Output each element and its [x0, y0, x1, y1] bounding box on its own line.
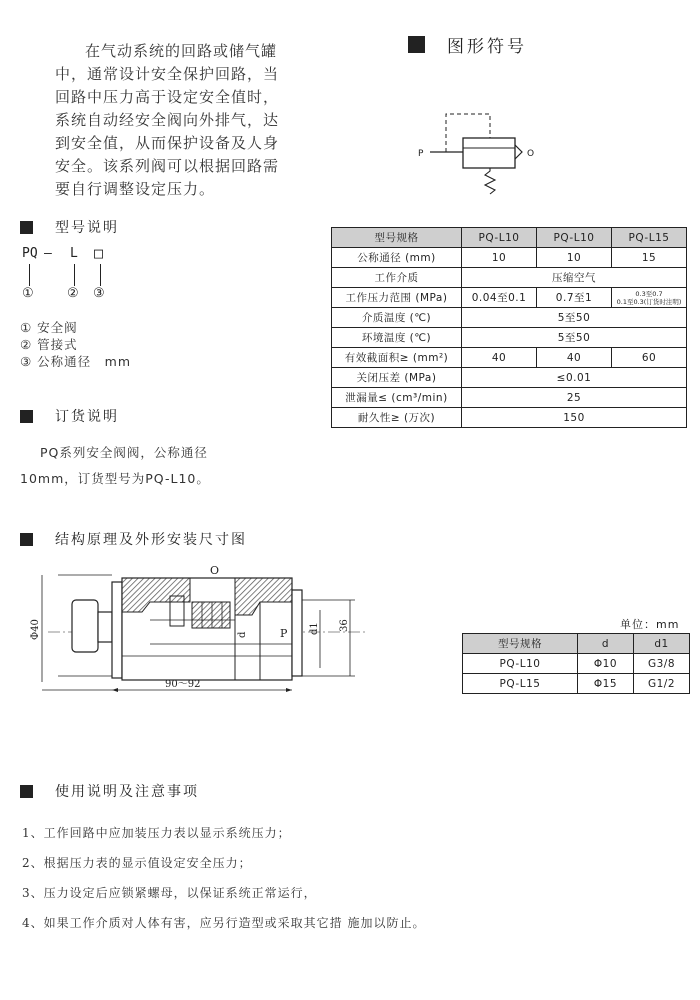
code-leader [74, 264, 75, 286]
cell-value: Φ15 [578, 674, 634, 694]
table-row [463, 654, 690, 674]
cell-value: 15 [612, 248, 687, 268]
order-title: 订货说明 [55, 409, 119, 425]
intro-line: 安全。该系列阀可以根据回路需 [55, 157, 280, 175]
usage-title: 使用说明及注意事项 [55, 784, 199, 800]
table-row [332, 248, 687, 268]
legend-item: ③ 公称通径 mm [20, 354, 132, 369]
cell-value: 0.7至1 [537, 288, 612, 308]
dim-36-label: 36 [339, 619, 350, 632]
spec-header-cell: PQ-L10 [462, 228, 537, 248]
unit-label: 单位：mm [620, 618, 680, 631]
usage-notes [22, 818, 425, 938]
intro-line: 系统自动经安全阀向外排气，达 [55, 111, 280, 129]
heading-square-icon [20, 533, 33, 546]
heading-square-icon [408, 36, 425, 53]
list-item: 3、压力设定后应锁紧螺母，以保证系统正常运行， [22, 886, 317, 900]
dimension-table [462, 633, 690, 694]
symbol-heading [408, 32, 527, 57]
row-label: 环境温度 (℃) [332, 328, 462, 348]
cell-value: 40 [462, 348, 537, 368]
table-row [332, 308, 687, 328]
heading-square-icon [20, 410, 33, 423]
row-label: 工作介质 [332, 268, 462, 288]
intro-line: 中，通常设计安全保护回路，当 [55, 65, 280, 83]
structure-heading [20, 529, 247, 549]
table-row [332, 328, 687, 348]
dim-header-cell: 型号规格 [463, 634, 578, 654]
structure-title: 结构原理及外形安装尺寸图 [55, 532, 247, 548]
cell-value: 0.04至0.1 [462, 288, 537, 308]
row-label: 泄漏量≤ (cm³/min) [332, 388, 462, 408]
intro-line: 在气动系统的回路或储气罐 [85, 42, 278, 60]
cell-value: 压缩空气 [462, 268, 687, 288]
intro-line: 到安全值，从而保护设备及人身 [55, 134, 280, 152]
table-row [332, 408, 687, 428]
cell-value: 150 [462, 408, 687, 428]
code-num-2: ② [67, 286, 79, 301]
structure-drawing [20, 560, 370, 705]
spec-header-row [332, 228, 687, 248]
cell-value: PQ-L10 [463, 654, 578, 674]
port-p-label: P [418, 149, 424, 159]
table-row [332, 368, 687, 388]
dim-header-row [463, 634, 690, 654]
table-row [332, 268, 687, 288]
cell-value: 10 [537, 248, 612, 268]
code-box: □ [94, 244, 104, 262]
table-row [332, 388, 687, 408]
cell-subvalue: 0.3至0.7 [635, 289, 663, 298]
code-num-3: ③ [93, 286, 105, 301]
dim-header-cell: d [578, 634, 634, 654]
model-legend [20, 319, 131, 370]
usage-heading [20, 781, 199, 801]
cell-value: 25 [462, 388, 687, 408]
dim-length-label: 90～92 [165, 679, 201, 690]
legend-item: ② 管接式 [20, 337, 78, 352]
model-heading [20, 217, 119, 237]
valve-symbol [410, 105, 550, 200]
spec-table [331, 227, 687, 428]
dim-header-cell: d1 [634, 634, 690, 654]
intro-line: 回路中压力高于设定安全值时， [55, 88, 280, 106]
spec-header-cell: PQ-L15 [612, 228, 687, 248]
cell-value: 10 [462, 248, 537, 268]
legend-item: ① 安全阀 [20, 320, 78, 335]
list-item: 1、工作回路中应加装压力表以显示系统压力； [22, 826, 291, 840]
table-row [332, 288, 687, 308]
code-dash: — [44, 246, 52, 261]
port-o-label: O [210, 564, 220, 577]
intro-line: 要自行调整设定压力。 [55, 180, 216, 198]
list-item: 4、如果工作介质对人体有害，应另行造型或采取其它措 施加以防止。 [22, 916, 426, 930]
spec-header-cell: PQ-L10 [537, 228, 612, 248]
cell-value: G3/8 [634, 654, 690, 674]
dim-d-label: d [237, 631, 248, 638]
model-code-diagram [22, 246, 142, 306]
code-l: L [70, 246, 78, 261]
cell-value-stacked [612, 288, 687, 308]
row-label: 有效截面积≥ (mm²) [332, 348, 462, 368]
code-leader [100, 264, 101, 286]
cell-value: 5至50 [462, 308, 687, 328]
order-heading [20, 406, 119, 426]
port-p-label: P [280, 627, 288, 640]
model-title: 型号说明 [55, 220, 119, 236]
order-line-2: 10mm，订货型号为PQ-L10。 [20, 471, 210, 486]
cell-subvalue: 0.1至0.3(订货时注明) [616, 297, 682, 306]
cell-value: ≤0.01 [462, 368, 687, 388]
symbol-title: 图形符号 [447, 37, 527, 57]
cell-value: Φ10 [578, 654, 634, 674]
heading-square-icon [20, 221, 33, 234]
spec-header-cell: 型号规格 [332, 228, 462, 248]
table-row [463, 674, 690, 694]
dim-phi40-label: Φ40 [30, 619, 41, 640]
row-label: 耐久性≥ (万次) [332, 408, 462, 428]
list-item: 2、根据压力表的显示值设定安全压力； [22, 856, 252, 870]
dim-d1-label: d1 [309, 622, 320, 635]
code-leader [29, 264, 30, 286]
code-num-1: ① [22, 286, 34, 301]
row-label: 公称通径 (mm) [332, 248, 462, 268]
cell-value: 60 [612, 348, 687, 368]
cell-value: 5至50 [462, 328, 687, 348]
order-line-1: PQ系列安全阀阀，公称通径 [40, 445, 208, 460]
table-row [332, 348, 687, 368]
cell-value: 40 [537, 348, 612, 368]
row-label: 关闭压差 (MPa) [332, 368, 462, 388]
intro-paragraph [55, 40, 315, 201]
row-label: 工作压力范围 (MPa) [332, 288, 462, 308]
cell-value: G1/2 [634, 674, 690, 694]
row-label: 介质温度 (℃) [332, 308, 462, 328]
cell-value: PQ-L15 [463, 674, 578, 694]
port-o-label: O [527, 149, 535, 159]
heading-square-icon [20, 785, 33, 798]
code-prefix: PQ [22, 246, 38, 261]
